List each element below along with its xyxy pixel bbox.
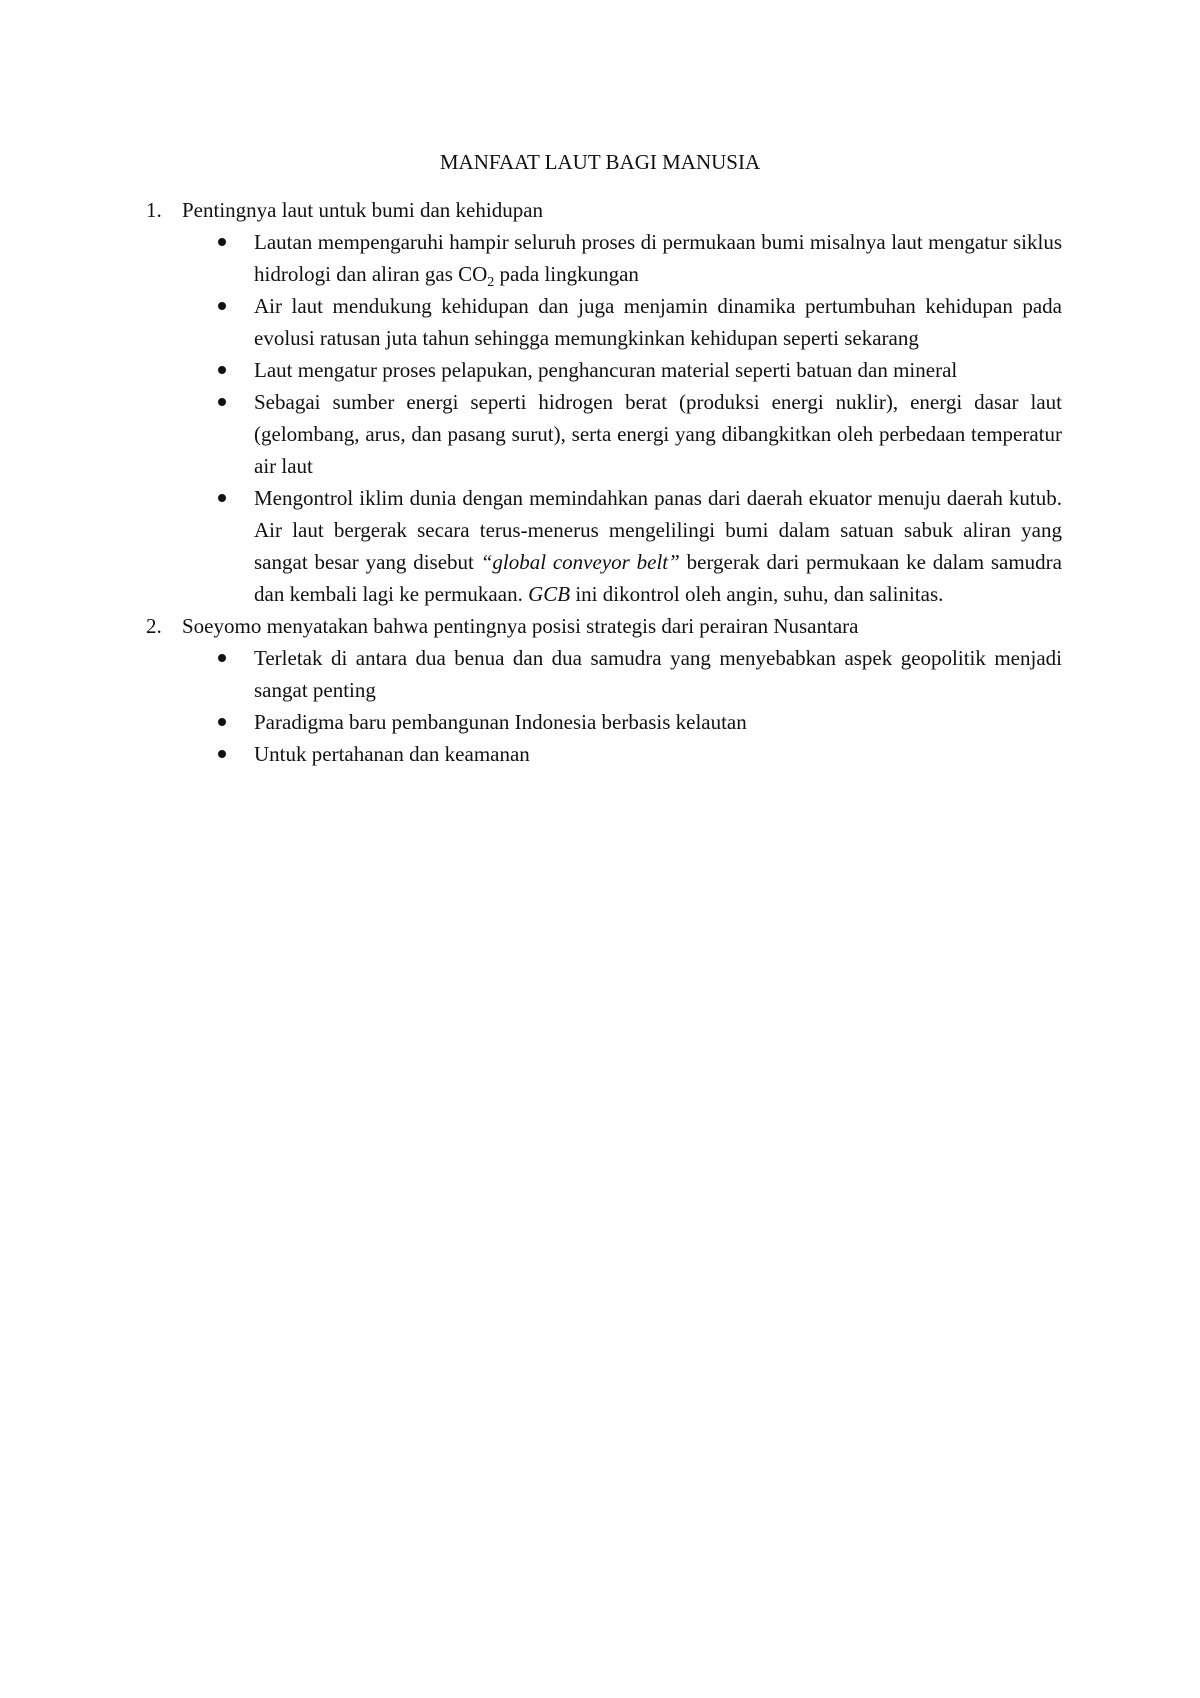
list-item-1 [146,194,1062,610]
list-number: 1. [146,198,162,222]
bullet-list [182,642,1062,770]
co2-subscript: 2 [487,275,495,291]
bullet-text: Sebagai sumber energi seperti hidrogen berat (produksi energi nuklir), energi dasar laut (gelombang, arus, dan pasang surut), serta energi yang dibangkitkan oleh perbedaan temperatur air laut [254,390,1062,478]
bullet-text: pada lingkungan [494,262,639,286]
bullet-text: Laut mengatur proses pelapukan, penghancuran material seperti batuan dan mineral [254,358,958,382]
italic-term: GCB [528,582,571,606]
bullet-text: Paradigma baru pembangunan Indonesia berbasis kelautan [254,710,747,734]
bullet-icon [218,238,226,246]
bullet-text: Terletak di antara dua benua dan dua samudra yang menyebabkan aspek geopolitik menjadi sangat penting [254,646,1062,702]
bullet-item [254,354,1062,386]
bullet-item [254,386,1062,482]
bullet-icon [218,494,226,502]
bullet-text: ini dikontrol oleh angin, suhu, dan salinitas. [570,582,944,606]
bullet-text: Air laut mendukung kehidupan dan juga menjamin dinamika pertumbuhan kehidupan pada evolusi ratusan juta tahun sehingga memungkinkan kehidupan seperti sekarang [254,294,1062,350]
bullet-icon [218,718,226,726]
page-title: MANFAAT LAUT BAGI MANUSIA [439,150,761,174]
list-number: 2. [146,614,162,638]
bullet-text: bergerak dari permukaan ke dalam samudra dan kembali lagi ke permukaan. [254,550,1062,606]
bullet-item [254,482,1062,610]
bullet-icon [218,302,226,310]
section-heading: Soeyomo menyatakan bahwa pentingnya posisi strategis dari perairan Nusantara [182,614,859,638]
bullet-item [254,642,1062,706]
bullet-icon [218,398,226,406]
main-list [146,194,1062,770]
bullet-item [254,738,1062,770]
bullet-item [254,706,1062,738]
bullet-text: Untuk pertahanan dan keamanan [254,742,530,766]
bullet-item [254,226,1062,290]
section-heading: Pentingnya laut untuk bumi dan kehidupan [182,198,544,222]
bullet-list [182,226,1062,610]
list-item-2 [146,610,1062,770]
italic-term: “global conveyor belt” [480,550,680,574]
bullet-text: Mengontrol iklim dunia dengan memindahkan panas dari daerah ekuator menuju daerah kutub. Air laut bergerak secara terus-menerus mengelilingi bumi dalam satuan sabuk aliran yang sangat besar yang disebut [254,486,1062,574]
bullet-icon [218,366,226,374]
bullet-icon [218,654,226,662]
bullet-icon [218,750,226,758]
bullet-text: Lautan mempengaruhi hampir seluruh proses di permukaan bumi misalnya laut mengatur siklus hidrologi dan aliran gas CO [254,230,1062,286]
bullet-item [254,290,1062,354]
